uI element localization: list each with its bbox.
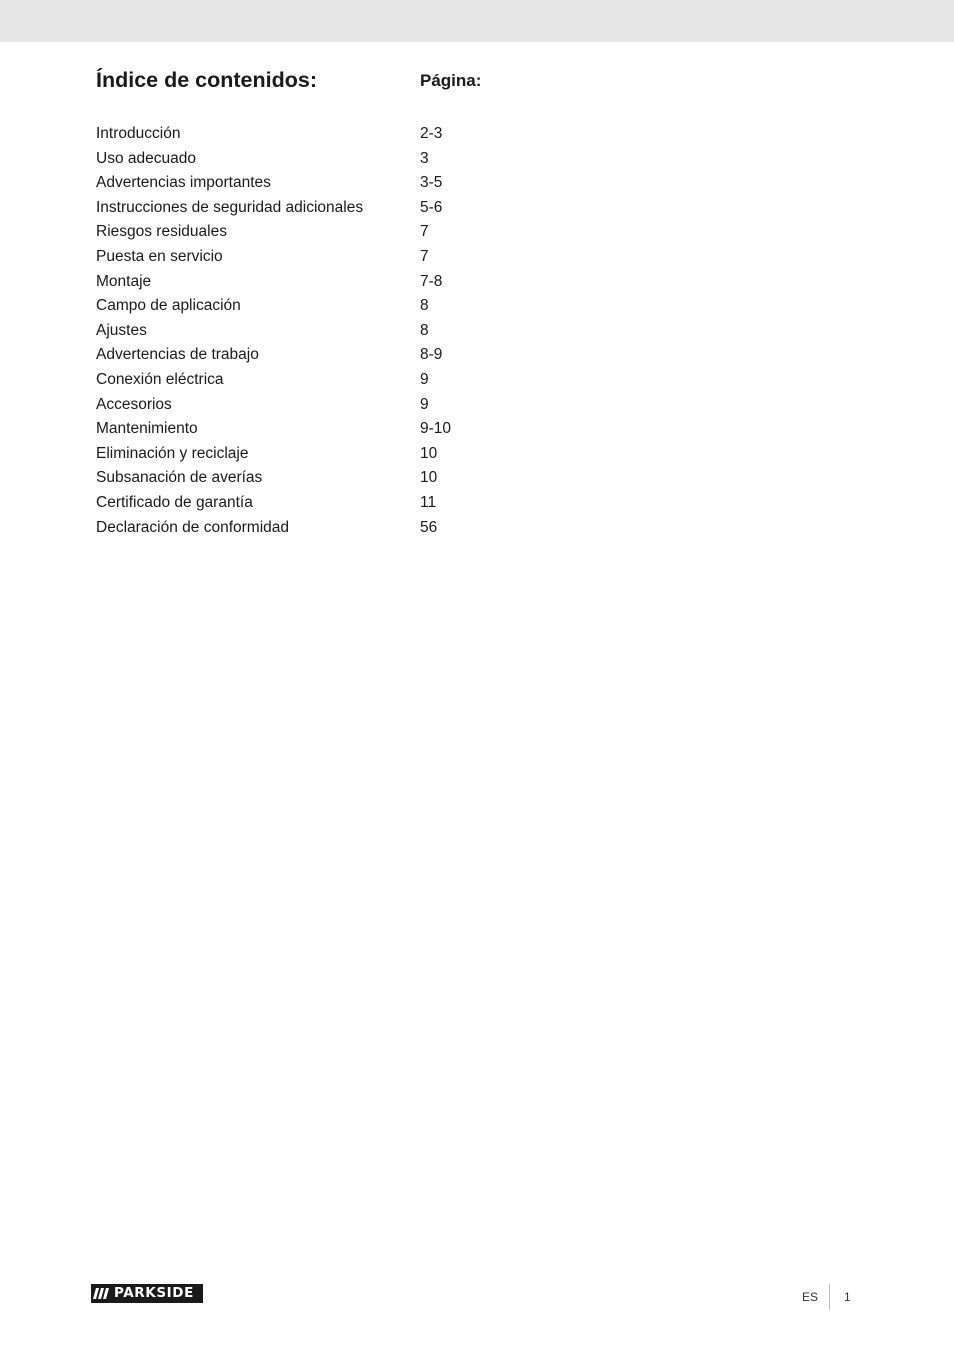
toc-item[interactable] <box>96 466 516 491</box>
toc-entry-page: 10 <box>420 444 438 462</box>
toc-entry-page: 7 <box>420 247 429 265</box>
toc-entry-title: Instrucciones de seguridad adicionales <box>96 198 364 216</box>
toc-entry-page: 8 <box>420 297 429 315</box>
toc-entry-page: 2-3 <box>420 125 443 142</box>
toc-entry-title: Advertencias de trabajo <box>96 346 259 364</box>
toc-item[interactable] <box>96 319 516 344</box>
toc-entry-title: Puesta en servicio <box>96 247 223 265</box>
toc-entry-page: 10 <box>420 469 438 487</box>
toc-entry-page: 7-8 <box>420 272 443 290</box>
toc-entry-page: 9 <box>420 370 429 388</box>
toc-item[interactable] <box>96 516 516 541</box>
toc-item[interactable] <box>96 270 516 295</box>
toc-item[interactable] <box>96 294 516 319</box>
page-column-header: Página: <box>420 71 482 90</box>
toc-entry-page: 11 <box>420 493 437 511</box>
toc-entry-title: Mantenimiento <box>96 420 198 438</box>
toc-item[interactable] <box>96 368 516 393</box>
toc-entry-title: Advertencias importantes <box>96 174 271 192</box>
parkside-logo <box>91 1284 203 1303</box>
brand-name: PARKSIDE <box>114 1285 194 1301</box>
toc-entry-title: Campo de aplicación <box>96 297 241 315</box>
language-code: ES <box>802 1290 819 1304</box>
toc-entry-title: Ajustes <box>96 321 147 339</box>
toc-entry-page: 5-6 <box>420 198 443 216</box>
toc-entry-title: Riesgos residuales <box>96 223 227 241</box>
toc-item[interactable] <box>96 343 516 368</box>
toc-item[interactable] <box>96 442 516 467</box>
toc-item[interactable] <box>96 122 516 147</box>
toc-entry-page: 9 <box>420 395 429 413</box>
toc-entry-title: Introducción <box>96 125 181 142</box>
toc-entry-page: 8-9 <box>420 346 443 364</box>
toc-entry-title: Uso adecuado <box>96 149 196 167</box>
toc-title: Índice de contenidos: <box>96 68 317 92</box>
footer-divider <box>829 1284 830 1310</box>
table-of-contents <box>96 122 516 540</box>
toc-entry-title: Certificado de garantía <box>96 493 253 511</box>
toc-item[interactable] <box>96 220 516 245</box>
toc-entry-page: 56 <box>420 518 438 536</box>
toc-item[interactable] <box>96 393 516 418</box>
toc-item[interactable] <box>96 417 516 442</box>
page-number: 1 <box>844 1290 851 1304</box>
toc-entry-page: 9-10 <box>420 420 452 438</box>
top-header-band <box>0 0 954 42</box>
toc-item[interactable] <box>96 245 516 270</box>
logo-slashes-icon <box>91 1284 113 1303</box>
toc-entry-title: Conexión eléctrica <box>96 370 224 388</box>
toc-entry-page: 3 <box>420 149 429 167</box>
toc-entry-page: 8 <box>420 321 429 339</box>
toc-item[interactable] <box>96 491 516 516</box>
toc-entry-title: Eliminación y reciclaje <box>96 444 249 462</box>
toc-entry-page: 3-5 <box>420 174 443 192</box>
toc-entry-title: Montaje <box>96 272 152 290</box>
toc-entry-title: Subsanación de averías <box>96 469 263 487</box>
toc-entry-title: Accesorios <box>96 395 172 413</box>
toc-entry-title: Declaración de conformidad <box>96 518 289 536</box>
toc-entry-page: 7 <box>420 223 429 241</box>
toc-item[interactable] <box>96 196 516 221</box>
toc-item[interactable] <box>96 171 516 196</box>
toc-item[interactable] <box>96 147 516 172</box>
